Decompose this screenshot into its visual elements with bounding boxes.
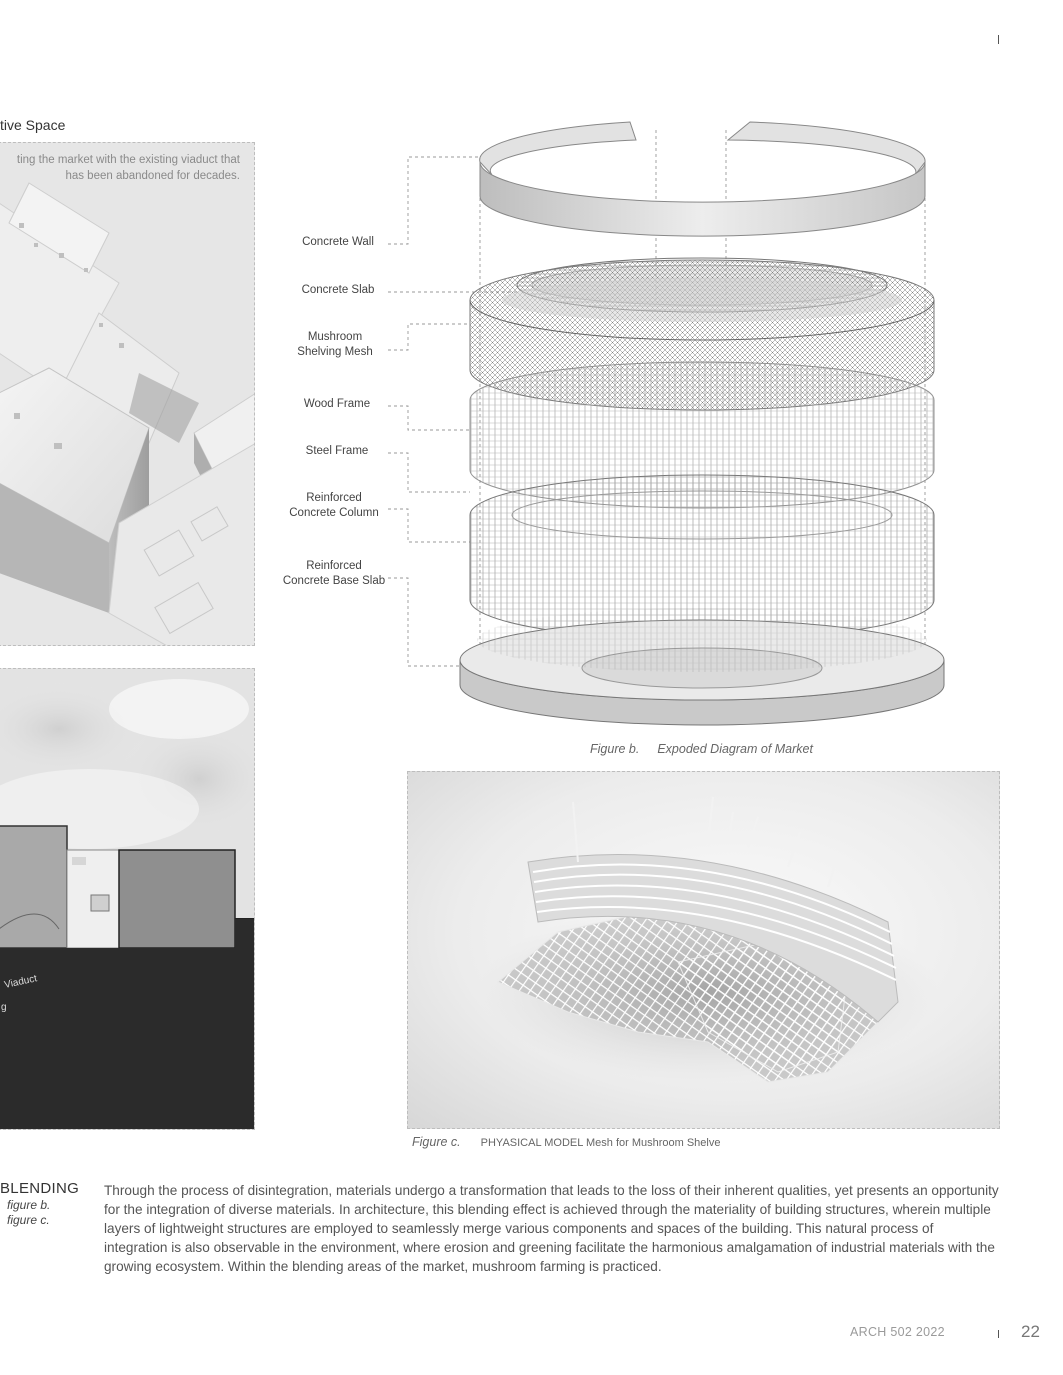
footer-course: ARCH 502 2022 xyxy=(850,1325,945,1339)
blending-body-text: Through the process of disintegration, materials undergo a transformation that leads to the loss of their inherent qualities, yet presents an opportunity for the integration of diverse materials. In architecture, this blending effect is achieved through the materiality of building structures, wherein multiple layers of lightweight structures are employed to seamlessly merge various components and spaces of the building. This natural process of integration is also observable in the environment, where erosion and greening facilitate the harmonious amalgamation of industrial materials with the growing ecosystem. Within the blending areas of the market, mushroom farming is practiced. xyxy=(104,1183,999,1274)
page-number: 22 xyxy=(1021,1322,1040,1341)
figure-c-number: Figure c. xyxy=(412,1135,461,1149)
layer-label-mushroom-mesh: Mushroom Shelving Mesh xyxy=(297,331,373,358)
aerial-model-image xyxy=(0,143,255,646)
section-render-image xyxy=(0,669,255,1130)
figure-c-title: PHYASICAL MODEL Mesh for Mushroom Shelve xyxy=(480,1137,721,1149)
figure-b-title: Expoded Diagram of Market xyxy=(657,742,813,756)
layer-label-rc-column: Reinforced Concrete Column xyxy=(289,492,379,519)
footer-tick-mark xyxy=(998,1330,999,1338)
blending-ref-figure-c: figure c. xyxy=(7,1213,50,1227)
layer-label-concrete-wall: Concrete Wall xyxy=(302,236,374,248)
layer-label-wood-frame: Wood Frame xyxy=(303,398,371,410)
blending-ref-figure-b: figure b. xyxy=(7,1198,51,1212)
layer-label-rc-base-slab: Reinforced Concrete Base Slab xyxy=(282,560,386,587)
header-tick-mark xyxy=(998,35,999,44)
figure-a-caption: ting the market with the existing viaduct that has been abandoned for decades. xyxy=(16,154,240,182)
physical-model-image xyxy=(408,772,1000,1129)
section-label-g: g xyxy=(1,1002,7,1013)
layer-label-steel-frame: Steel Frame xyxy=(305,445,369,457)
figure-c-physical-model xyxy=(407,771,1000,1129)
figure-a-aerial-model xyxy=(0,142,255,646)
section-label-viaduct: Viaduct xyxy=(3,973,39,991)
figure-b-number: Figure b. xyxy=(590,742,640,756)
layer-label-concrete-slab: Concrete Slab xyxy=(301,284,375,296)
blending-heading: BLENDING xyxy=(0,1180,80,1197)
section-title: tive Space xyxy=(0,117,66,133)
figure-c-caption xyxy=(412,1133,720,1151)
figure-section-image xyxy=(0,668,255,1130)
figure-b-caption xyxy=(590,742,813,756)
